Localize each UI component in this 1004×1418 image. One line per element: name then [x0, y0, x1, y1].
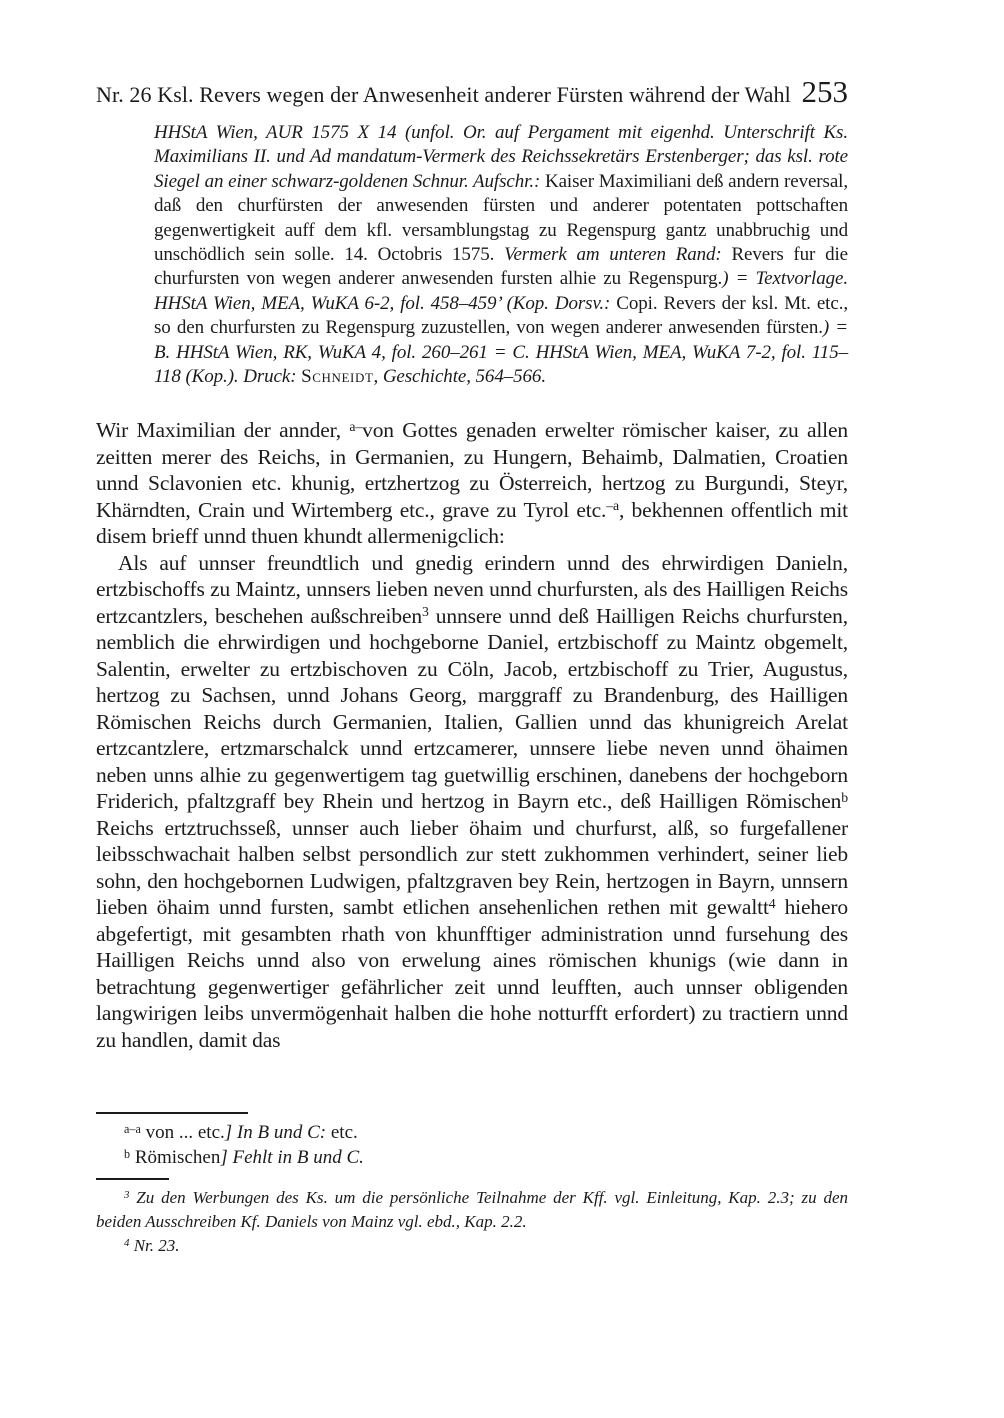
text-segment: Römischen	[130, 1147, 221, 1168]
text-segment: Vermerk am unteren Rand:	[504, 244, 732, 266]
text-segment: 4	[124, 1237, 130, 1250]
text-segment: Geschichte, 564–566.	[382, 366, 546, 388]
running-head	[96, 74, 848, 116]
text-segment: Revers fur die churfursten von wegen anderer anwesenden fursten alhie zu Regenspurg.	[154, 244, 848, 290]
text-segment: ,	[373, 366, 383, 388]
text-segment: Schneidt	[301, 366, 374, 388]
text-segment: ) = Textvorlage. HHStA Wien, MEA, WuKA 6-2, fol. 458–459’ (Kop. Dorsv.:	[154, 268, 849, 314]
main-text	[96, 417, 848, 1053]
text-segment: von Gottes genaden erwelter römischer kaiser, zu allen zeitten merer des Reichs, in Germanien, zu Hungern, Behaimb, Dalmatien, Croatien unnd Sclavonien etc. khunig, ertzhertzog zu Österreich, hertzog zu Burgundi, Steyr, Khärndten, Crain und Wirtemberg etc., grave zu Tyrol etc.	[96, 418, 848, 522]
page-number: 253	[801, 74, 848, 109]
text-segment: unnsere unnd deß Hailligen Reichs churfursten, nemblich die ehrwirdigen und hochgeborne Daniel, ertzbischoff zu Maintz obgemelt, Salentin, erwelter zu ertzbischoven zu Cöln, Jacob, ertzbischoff zu Trier, Augustus, hertzog zu Sachsen, unnd Johans Georg, marggraff zu Brandenburg, des Hailligen Römischen Reichs durch Germanien, Italien, Gallien unnd das khunigreich Arelat ertzcantzlere, ertzmarschalck unnd ertzcamerer, unnsere liebe neven unnd öhaimen neben unns alhie zu gegenwertigem tag guetwillig erschinen, danebens der hochgeborn Friderich, pfaltzgraff bey Rhein und hertzog in Bayrn etc., deß Hailligen Römischen	[96, 603, 848, 813]
text-segment: Wir Maximilian der annder,	[96, 418, 350, 442]
text-segment: hiehero abgefertigt, mit gesambten rhath von khunfftiger administration unnd fursehung des Hailligen Reichs unnd also von erwelung aines römischen khunigs (wie dann in betrachtung gegenwertiger gefährlicher zeit unnd leufften, auch unnser obligenden langwirigen leibs unvermögenhait halben die hohe notturfft erfordert) zu tractiern unnd zu handlen, damit das	[96, 895, 848, 1052]
footnote	[96, 1186, 848, 1234]
source-note-block	[154, 121, 848, 389]
footnote-separator-rule	[96, 1178, 169, 1180]
text-segment: Copi. Revers der ksl. Mt. etc., so den churfursten zu Regenspurg zuzustellen, von wegen anderer anwesenden fürsten.	[154, 292, 848, 339]
critical-apparatus	[96, 1112, 848, 1170]
text-segment: b	[124, 1146, 131, 1161]
apparatus-separator-rule	[96, 1112, 248, 1114]
text-segment: b	[841, 789, 848, 805]
text-segment: 3	[124, 1189, 130, 1202]
text-segment: , bekhennen offentlich mit disem brieff unnd thuen khundt allermenigclich:	[96, 497, 848, 548]
text-segment: Kaiser Maximiliani deß andern reversal, daß den churfürsten der anwesenden fürsten und anderer potentaten pottschaften gegenwertigkeit auff dem kfl. versamblungstag zu Regenspurg gantz unabbruchig und unschödlich sein solle. 14. Octobris 1575.	[154, 170, 848, 266]
text-segment: ] Fehlt in B und C.	[220, 1147, 364, 1168]
body-paragraph	[96, 417, 848, 550]
text-segment: HHStA Wien, AUR 1575 X 14 (unfol. Or. auf Pergament mit eigenhd. Unterschrift Ks. Maximilians II. und Ad mandatum-Vermerk des Reichssekretärs Erstenberger; das ksl. rote Siegel an einer schwarz-goldenen Schnur. Aufschr.:	[154, 122, 848, 192]
body-paragraph	[96, 550, 848, 1054]
apparatus-note	[96, 1120, 848, 1145]
text-segment: Nr. 23.	[129, 1236, 180, 1255]
apparatus-note	[96, 1145, 848, 1170]
footnote	[96, 1234, 848, 1258]
text-segment: a–a	[124, 1121, 141, 1136]
text-segment: Als auf unnser freundtlich und gnedig erindern unnd des ehrwirdigen Danieln, ertzbischoffs zu Maintz, unnsers lieben neven unnd churfursten, als des Hailligen Reichs ertzcantzlers, beschehen außschreiben	[96, 550, 848, 628]
text-segment: etc.	[330, 1122, 358, 1143]
text-segment: 4	[768, 895, 776, 911]
text-segment: Reichs ertztruchsseß, unnser auch lieber öhaim und churfurst, alß, so furgefallener leibsschwachait halben selbst persondlich zur stett zukhommen verhindert, seiner lieb sohn, den hochgebornen Ludwigen, pfaltzgraven bey Rein, hertzogen in Bayrn, unnsern lieben öhaim unnd fursten, sambt etlichen ansehenlichen rethen mit gewaltt	[96, 815, 848, 919]
text-segment: Zu den Werbungen des Ks. um die persönliche Teilnahme der Kff. vgl. Einleitung, Kap. 2.3; zu den beiden Ausschreiben Kf. Daniels von Mainz vgl. ebd., Kap. 2.2.	[96, 1188, 848, 1231]
footnotes	[96, 1178, 848, 1258]
running-head-title: Nr. 26 Ksl. Revers wegen der Anwesenheit anderer Fürsten während der Wahl	[96, 82, 791, 107]
text-segment: ] In B und C:	[224, 1122, 331, 1143]
text-segment: ) = B. HHStA Wien, RK, WuKA 4, fol. 260–261 = C. HHStA Wien, MEA, WuKA 7-2, fol. 115–118 (Kop.). Druck:	[154, 317, 848, 388]
text-segment: –a	[606, 498, 619, 514]
text-segment: von ... etc.	[140, 1122, 225, 1143]
text-segment: a–	[349, 418, 363, 434]
text-segment: 3	[421, 604, 429, 620]
